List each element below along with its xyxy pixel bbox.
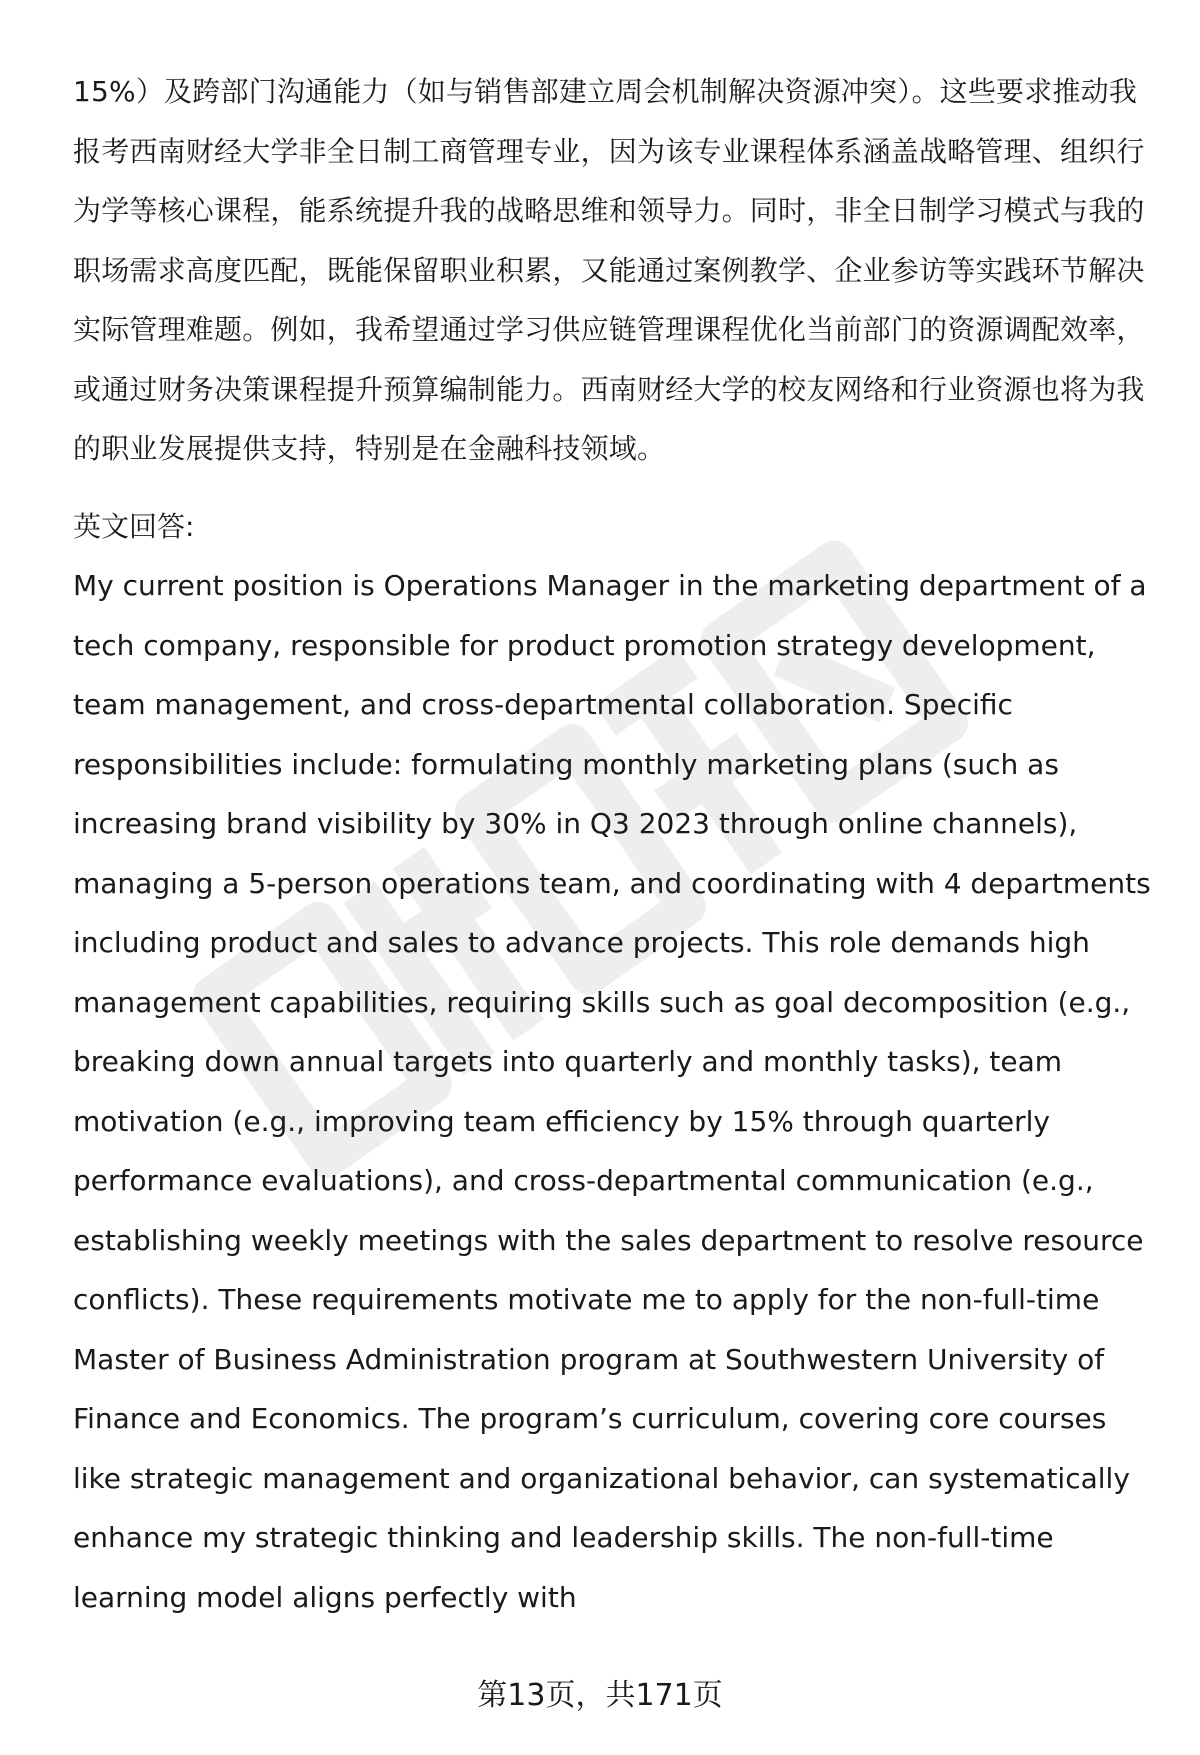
page-number-footer: 第13页，共171页 [477, 1678, 723, 1713]
document-body [73, 62, 1163, 1627]
english-answer-paragraph: My current position is Operations Manager in the marketing department of a tech company, responsible for product promotion strategy development, team management, and cross-departmental collaboration. Specific responsibilities include: formulating monthly marketing plans (such as increasing brand visibility by 30% in Q3 2023 through online channels), managing a 5-person operations team, and coordinating with 4 departments including product and sales to advance projects. This role demands high management capabilities, requiring skills such as goal decomposition (e.g., breaking down annual targets into quarterly and monthly tasks), team motivation (e.g., improving team efficiency by 15% through quarterly performance evaluations), and cross-departmental communication (e.g., establishing weekly meetings with the sales department to resolve resource conflicts). These requirements motivate me to apply for the non-full-time Master of Business Administration program at Southwestern University of Finance and Economics. The program’s curriculum, covering core courses like strategic management and organizational behavior, can systematically enhance my strategic thinking and leadership skills. The non-full-time learning model aligns perfectly with [73, 569, 1151, 1614]
chinese-answer-paragraph: 15%）及跨部门沟通能力（如与销售部建立周会机制解决资源冲突）。这些要求推动我报考西南财经大学非全日制工商管理专业，因为该专业课程体系涵盖战略管理、组织行为学等核心课程，能系统提升我的战略思维和领导力。同时，非全日制学习模式与我的职场需求高度匹配，既能保留职业积累，又能通过案例教学、企业参访等实践环节解决实际管理难题。例如，我希望通过学习供应链管理课程优化当前部门的资源调配效率，或通过财务决策课程提升预算编制能力。西南财经大学的校友网络和行业资源也将为我的职业发展提供支持，特别是在金融科技领域。 [73, 75, 1145, 465]
english-answer-label: 英文回答: [73, 509, 195, 543]
